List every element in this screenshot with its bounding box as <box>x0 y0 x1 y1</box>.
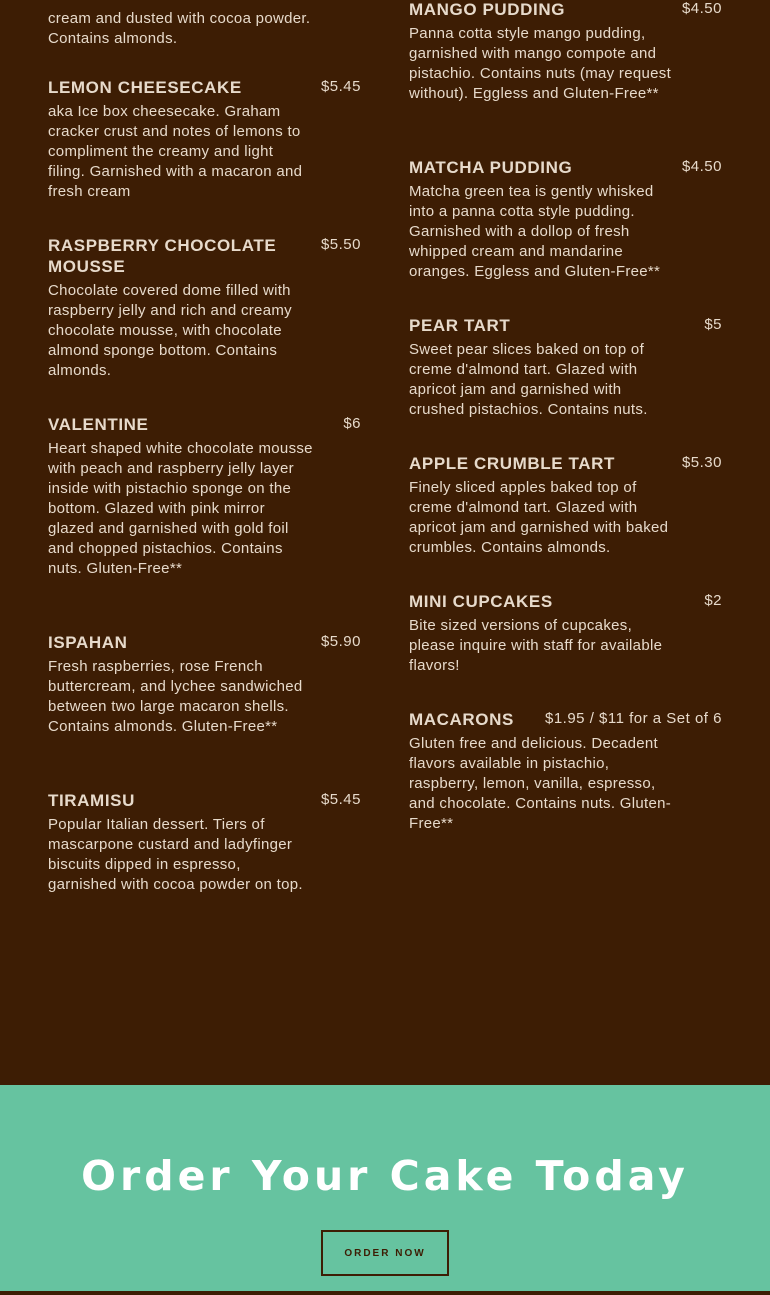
menu-item-name: LEMON CHEESECAKE <box>48 78 242 97</box>
menu-item-pear-tart <box>409 315 722 420</box>
menu-item-price: $6 <box>343 415 361 432</box>
menu-item-name: ISPAHAN <box>48 633 128 652</box>
menu-item-description: Fresh raspberries, rose French buttercream, and lychee sandwiched between two large macaron shells. Contains almonds. Gluten-Free** <box>48 658 303 735</box>
menu-item-lemon-cheesecake <box>48 77 361 202</box>
menu-item-description: Panna cotta style mango pudding, garnished with mango compote and pistachio. Contains nuts (may request without). Eggless and Gluten-Free** <box>409 25 672 102</box>
menu-item-raspberry-chocolate-mousse <box>48 235 361 381</box>
menu-item-description: Bite sized versions of cupcakes, please inquire with staff for available flavors! <box>409 617 663 674</box>
menu-item-description: Popular Italian dessert. Tiers of mascarpone custard and ladyfinger biscuits dipped in espresso, garnished with cocoa powder on top. <box>48 816 303 893</box>
menu-item-macarons <box>409 709 722 834</box>
menu-item-description: Matcha green tea is gently whisked into a panna cotta style pudding. Garnished with a dollop of fresh whipped cream and mandarine oranges. Eggless and Gluten-Free** <box>409 183 661 280</box>
menu-item-description: aka Ice box cheesecake. Graham cracker crust and notes of lemons to compliment the creamy and light filing. Garnished with a macaron and fresh cream <box>48 103 303 200</box>
menu-item-price: $5 <box>704 316 722 333</box>
menu-item-name: TIRAMISU <box>48 791 135 810</box>
menu-item-name: MACARONS <box>409 710 514 729</box>
menu-item-mango-pudding <box>409 0 722 104</box>
menu-item-price: $5.90 <box>320 633 361 650</box>
menu-item-apple-crumble-tart <box>409 453 722 558</box>
menu-item-ispahan <box>48 632 361 737</box>
menu-item-description: Chocolate covered dome filled with raspberry jelly and rich and creamy chocolate mousse, with chocolate almond sponge bottom. Contains almonds. <box>48 282 292 379</box>
menu-item-price: $5.50 <box>320 236 361 253</box>
menu-item-tiramisu <box>48 790 361 895</box>
menu-item-price: $5.30 <box>681 454 722 471</box>
menu-item-matcha-pudding <box>409 157 722 282</box>
menu-item-price: $1.95 / $11 for a Set of 6 <box>544 710 722 727</box>
menu-item-name: MATCHA PUDDING <box>409 158 573 177</box>
bottom-divider <box>0 1291 770 1295</box>
menu-item-description: Heart shaped white chocolate mousse with peach and raspberry jelly layer inside with pistachio sponge on the bottom. Glazed with pink mirror glazed and garnished with gold foil and chopped pistachios. Contains nuts. Gluten-Free** <box>48 440 313 577</box>
menu-item-description: Gluten free and delicious. Decadent flavors available in pistachio, raspberry, lemon, vanilla, espresso, and chocolate. Contains nuts. Gluten-Free** <box>409 735 672 832</box>
menu-item-description: cream and dusted with cocoa powder. Contains almonds. <box>48 10 311 47</box>
menu-item-description: Sweet pear slices baked on top of creme d'almond tart. Glazed with apricot jam and garnished with crushed pistachios. Contains nuts. <box>409 341 648 418</box>
order-now-button[interactable]: ORDER NOW <box>321 1230 449 1276</box>
menu-item-price: $5.45 <box>320 791 361 808</box>
menu-item-name: VALENTINE <box>48 415 149 434</box>
menu-item-name: RASPBERRY CHOCOLATE MOUSSE <box>48 236 277 276</box>
menu-item-valentine <box>48 414 361 579</box>
menu-item-name: MANGO PUDDING <box>409 0 566 19</box>
menu-item-name: MINI CUPCAKES <box>409 592 553 611</box>
menu-item-price: $5.45 <box>320 78 361 95</box>
menu-item-price: $4.50 <box>681 158 722 175</box>
menu-item-name: PEAR TART <box>409 316 511 335</box>
menu-item-mini-cupcakes <box>409 591 722 676</box>
menu-item-description: Finely sliced apples baked top of creme d'almond tart. Glazed with apricot jam and garnished with baked crumbles. Contains almonds. <box>409 479 669 556</box>
order-heading: Order Your Cake Today <box>81 1152 689 1200</box>
menu-item-name: APPLE CRUMBLE TART <box>409 454 615 473</box>
menu-item-price: $4.50 <box>681 0 722 17</box>
menu-item-price: $2 <box>704 592 722 609</box>
